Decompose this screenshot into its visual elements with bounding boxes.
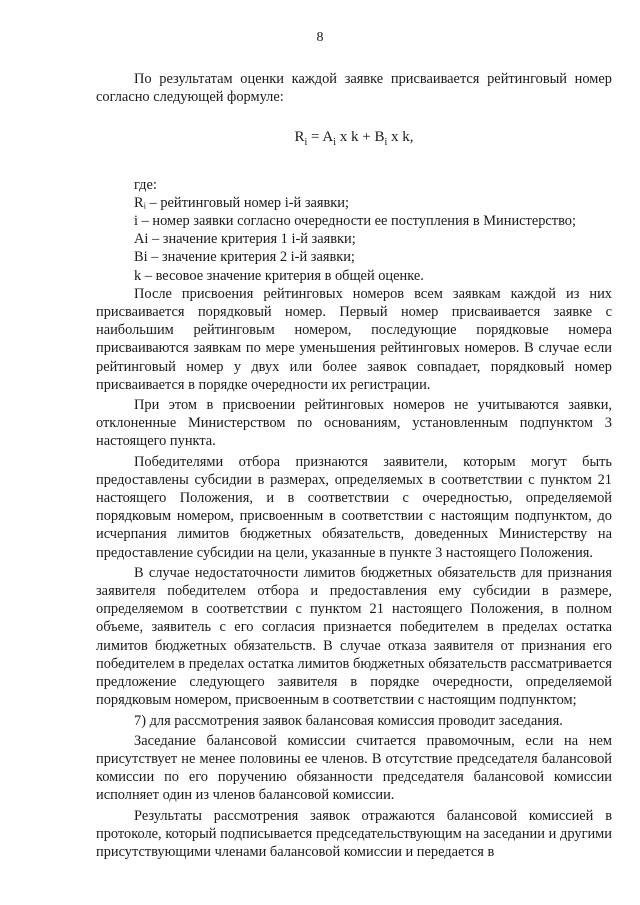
paragraph: 7) для рассмотрения заявок балансовая комиссия проводит заседания.	[134, 712, 563, 729]
definition-item: Bi – значение критерия 2 i-й заявки;	[134, 249, 355, 266]
page-body	[96, 70, 612, 861]
formula-a-sub: i	[333, 137, 337, 149]
formula-mid: x k + B	[336, 129, 385, 146]
formula-tail: x k,	[387, 129, 414, 146]
definition-item: Rᵢ – рейтинговый номер i-й заявки;	[134, 194, 349, 211]
formula-b-sub: i	[384, 137, 388, 149]
formula-r: R	[294, 129, 305, 146]
definition-item: i – номер заявки согласно очередности ее поступления в Министерство;	[134, 213, 576, 230]
paragraph: При этом в присвоении рейтинговых номеров не учитываются заявки, отклоненные Министерством по основаниям, установленным подпунктом 3 настоящего пункта.	[96, 397, 612, 450]
definition-item: Ai – значение критерия 1 i-й заявки;	[134, 231, 356, 248]
intro-paragraph: По результатам оценки каждой заявке присваивается рейтинговый номер согласно следующей формуле:	[96, 71, 612, 106]
page-number: 8	[316, 30, 324, 45]
paragraph: После присвоения рейтинговых номеров всем заявкам каждой из них присваивается порядковый номер. Первый номер присваивается заявке с наибольшим рейтинговым номером, последующие порядковые номера присваиваются заявкам по мере уменьшения рейтинговых номеров. В случае если рейтинговый номер у двух или более заявок совпадает, порядковый номер присваивается в порядке очередности их регистрации.	[96, 285, 612, 393]
paragraph: Победителями отбора признаются заявители, которым могут быть предоставлены субсидии в размерах, определяемых в соответствии с пунктом 21 настоящего Положения, и в соответствии с очередностью, определяемой порядковым номером, присвоенным в соответствии с настоящим подпунктом, до исчерпания лимитов бюджетных обязательств, доведенных Министерству на предоставление субсидии на цели, указанные в пункте 3 настоящего Положения.	[96, 453, 612, 561]
paragraph: В случае недостаточности лимитов бюджетных обязательств для признания заявителя победителем отбора и предоставления ему субсидии в размере, определяемом в соответствии с пунктом 21 настоящего Положения, в полном объеме, заявитель с его согласия признается победителем в пределах остатка лимитов бюджетных обязательств. В случае отказа заявителя от признания его победителем в пределах остатка лимитов бюджетных обязательств рассматривается предложение следующего заявителя в порядке очередности, определяемой порядковым номером, присвоенным в соответствии с настоящим подпунктом;	[96, 564, 612, 709]
where-label: где:	[134, 176, 157, 193]
paragraph: Результаты рассмотрения заявок отражаются балансовой комиссией в протоколе, который подписывается председательствующим на заседании и другими присутствующими членами балансовой комиссии и передается в	[96, 807, 612, 860]
definition-item: k – весовое значение критерия в общей оценке.	[134, 267, 424, 284]
definitions-list	[96, 176, 612, 285]
formula-r-sub: i	[304, 137, 308, 149]
rating-formula	[96, 128, 612, 152]
paragraph: Заседание балансовой комиссии считается правомочным, если на нем присутствует не менее половины ее членов. В отсутствие председателя балансовой комиссии по его поручению обязанности председателя балансовой комиссии исполняет один из членов балансовой комиссии.	[96, 732, 612, 804]
formula-eq: = A	[307, 129, 334, 146]
